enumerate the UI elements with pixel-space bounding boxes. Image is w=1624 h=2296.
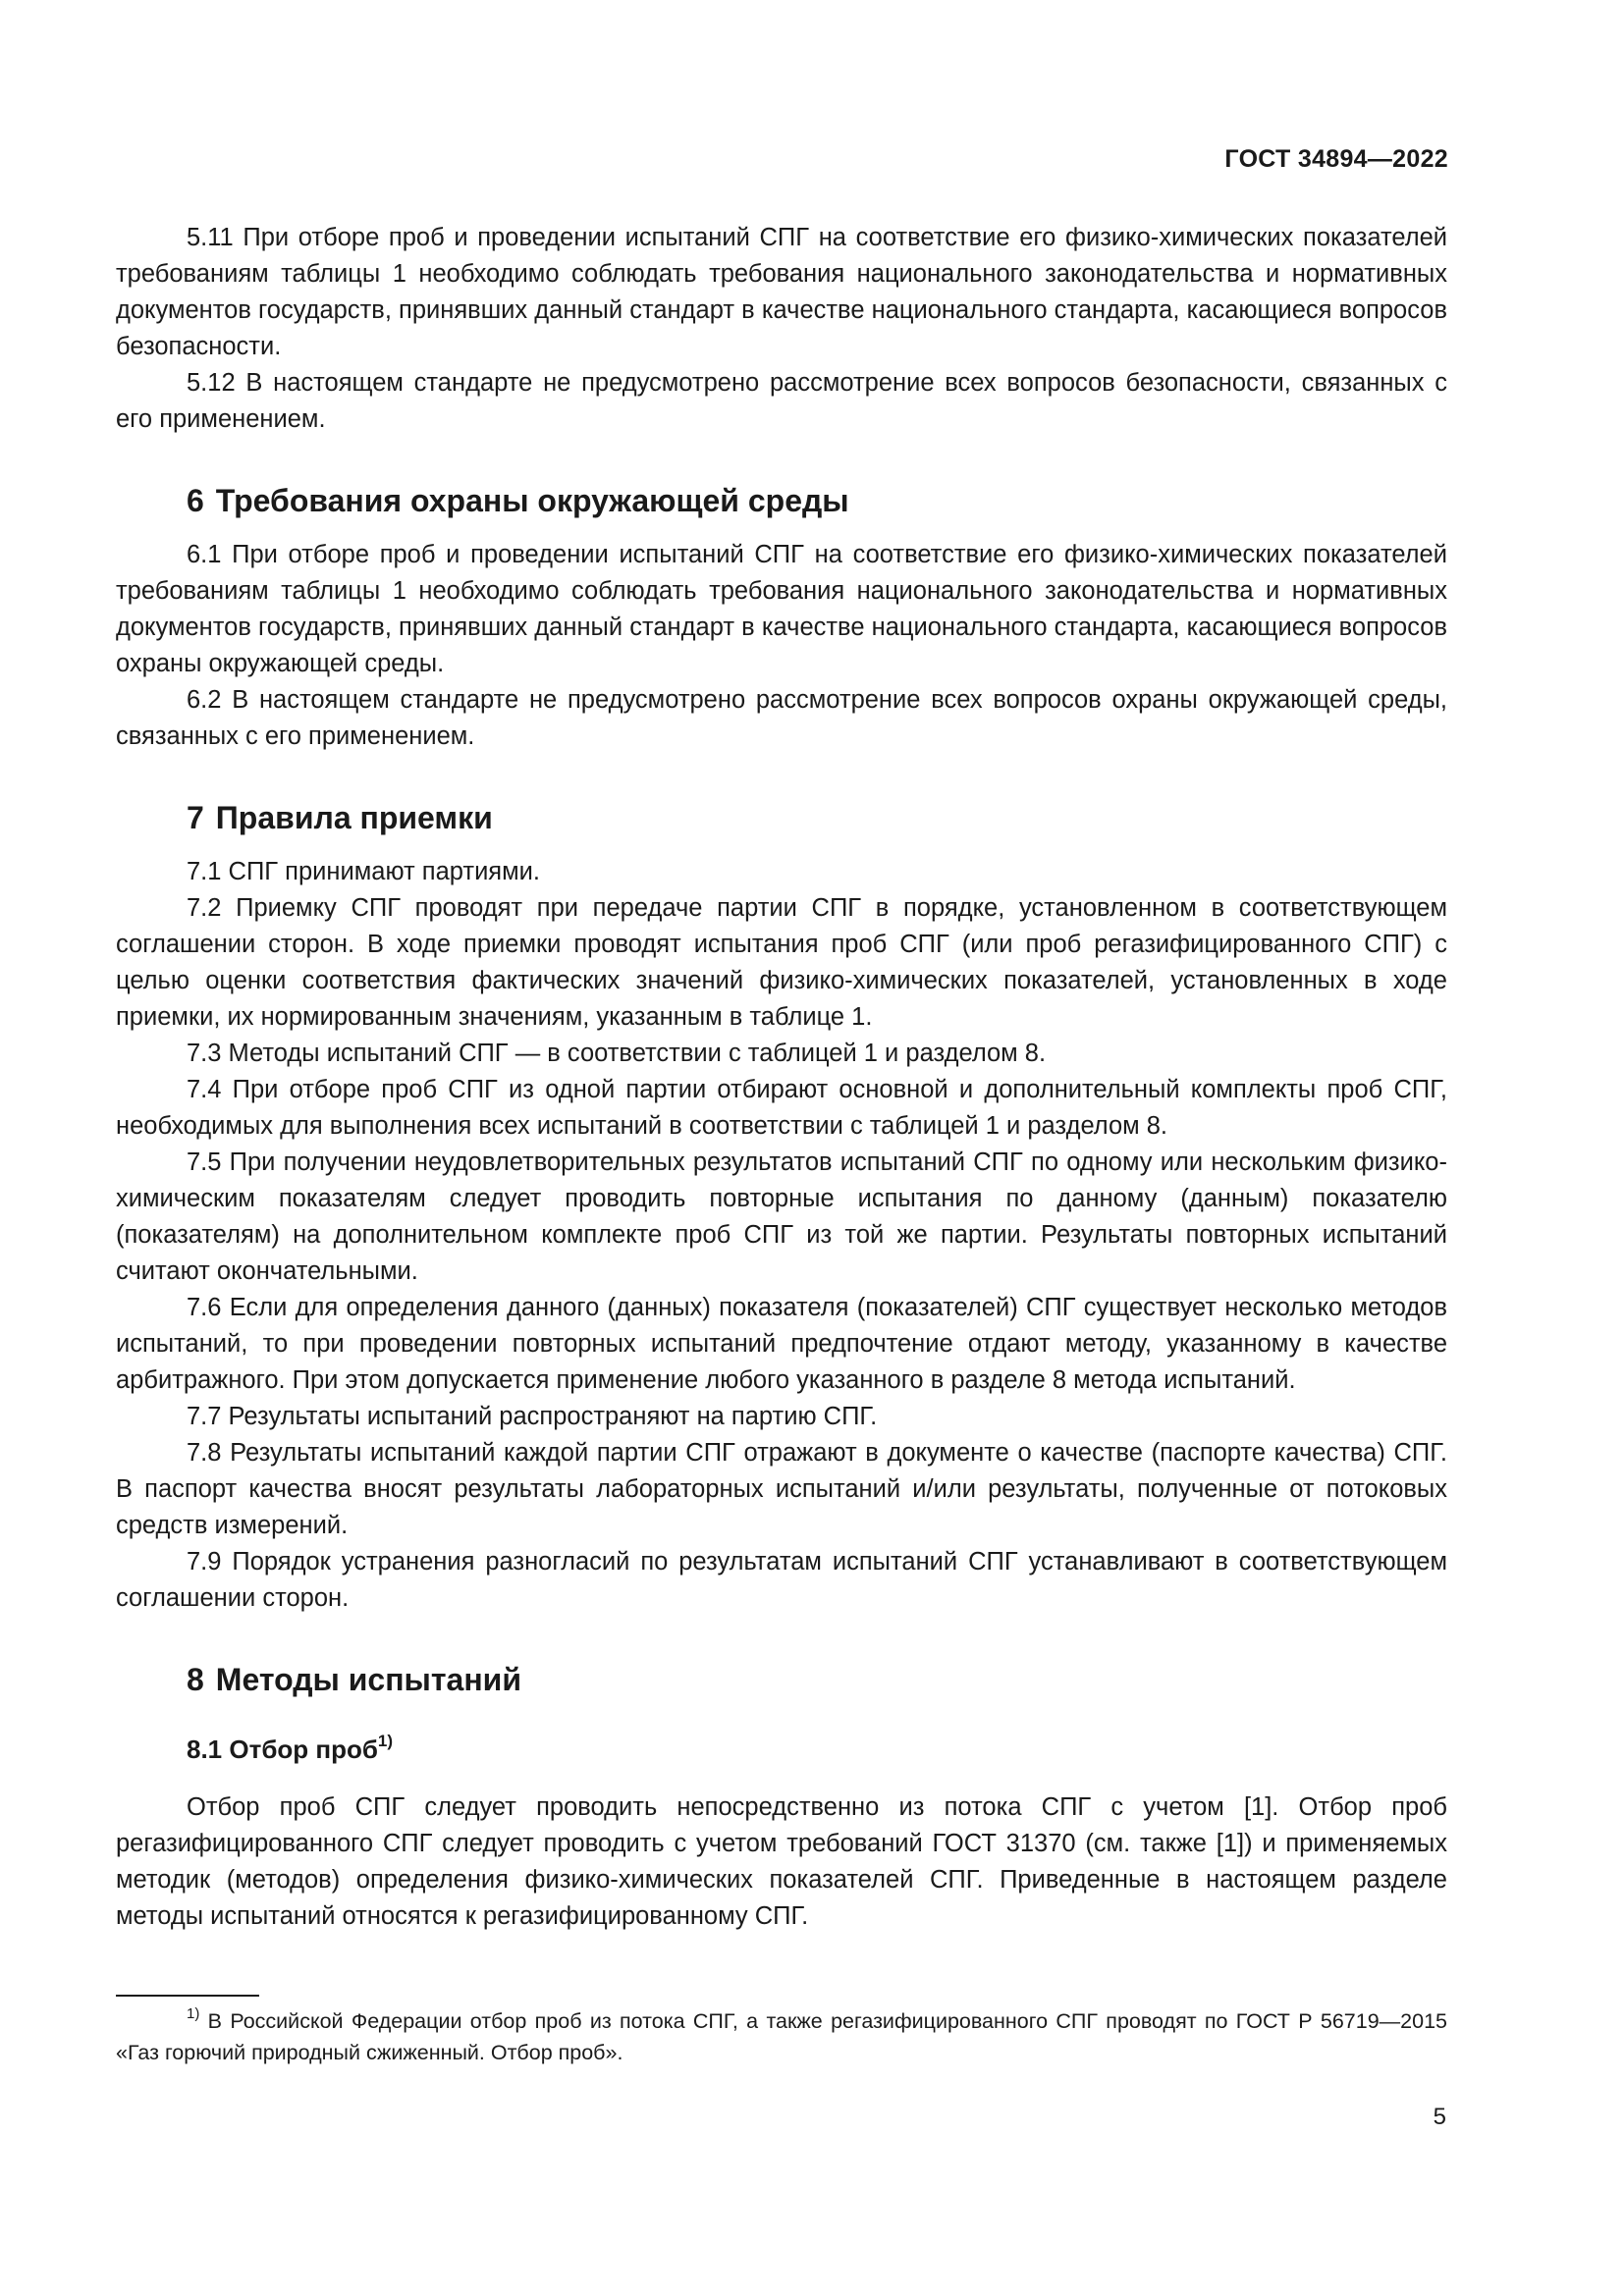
paragraph-6-1: 6.1 При отборе проб и проведении испытаний СПГ на соответствие его физико-химических показателей требованиям таблицы 1 необходимо соблюдать требования национального законодательства и нормативных документов государств, принявших данный стандарт в качестве национального стандарта, касающиеся вопросов охраны окружающей среды.: [116, 541, 1447, 677]
footnote-text: В Российской Федерации отбор проб из потока СПГ, а также регазифицированного СПГ проводят по ГОСТ Р 56719—2015 «Газ горючий природный сжиженный. Отбор проб».: [116, 2009, 1447, 2064]
footnote-divider: [116, 1995, 259, 1997]
paragraph-7-2: 7.2 Приемку СПГ проводят при передаче партии СПГ в порядке, установленном в соответствующем соглашении сторон. В ходе приемки проводят испытания проб СПГ (или проб регазифицированного СПГ) с целью оценки соответствия фактических значений физико-химических показателей, установленных в ходе приемки, их нормированным значениям, указанным в таблице 1.: [116, 894, 1447, 1031]
subsection-8-1-heading: [187, 1732, 1447, 1768]
section-title: Требования охраны окружающей среды: [215, 483, 849, 518]
footnote-reference[interactable]: 1): [377, 1732, 394, 1751]
section-title: Правила приемки: [215, 800, 493, 835]
section-8-heading: [187, 1662, 1447, 1698]
paragraph-7-1: 7.1 СПГ принимают партиями.: [187, 858, 540, 885]
section-number: 7: [187, 800, 204, 835]
section-title: Методы испытаний: [215, 1662, 521, 1697]
section-7-heading: [187, 800, 1447, 836]
section-6-heading: [187, 483, 1447, 519]
subsection-title: 8.1 Отбор проб: [187, 1735, 378, 1764]
page-number: 5: [1433, 2104, 1446, 2130]
standard-header: ГОСТ 34894—2022: [1224, 145, 1448, 173]
paragraph-7-5: 7.5 При получении неудовлетворительных результатов испытаний СПГ по одному или нескольким физико-химическим показателям следует проводить повторные испытания по данному (данным) показателю (показателям) на дополнительном комплекте проб СПГ из той же партии. Результаты повторных испытаний считают окончательными.: [116, 1148, 1447, 1285]
paragraph-5-12: 5.12 В настоящем стандарте не предусмотрено рассмотрение всех вопросов безопасности, связанных с его применением.: [116, 369, 1447, 433]
section-number: 8: [187, 1662, 204, 1697]
paragraph-5-11: 5.11 При отборе проб и проведении испытаний СПГ на соответствие его физико-химических показателей требованиям таблицы 1 необходимо соблюдать требования национального законодательства и нормативных документов государств, принявших данный стандарт в качестве национального стандарта, касающиеся вопросов безопасности.: [116, 224, 1447, 360]
footnote-mark: 1): [187, 2004, 200, 2022]
paragraph-7-9: 7.9 Порядок устранения разногласий по результатам испытаний СПГ устанавливают в соответствующем соглашении сторон.: [116, 1548, 1447, 1612]
footnote: [116, 2005, 1447, 2068]
paragraph-7-4: 7.4 При отборе проб СПГ из одной партии отбирают основной и дополнительный комплекты проб СПГ, необходимых для выполнения всех испытаний в соответствии с таблицей 1 и разделом 8.: [116, 1076, 1447, 1140]
paragraph-7-8: 7.8 Результаты испытаний каждой партии СПГ отражают в документе о качестве (паспорте качества) СПГ. В паспорт качества вносят результаты лабораторных испытаний и/или результаты, полученные от потоковых средств измерений.: [116, 1439, 1447, 1539]
section-number: 6: [187, 483, 204, 518]
body-content: [116, 220, 1447, 1935]
paragraph-7-6: 7.6 Если для определения данного (данных) показателя (показателей) СПГ существует несколько методов испытаний, то при проведении повторных испытаний предпочтение отдают методу, указанному в качестве арбитражного. При этом допускается применение любого указанного в разделе 8 метода испытаний.: [116, 1294, 1447, 1394]
paragraph-7-7: 7.7 Результаты испытаний распространяют на партию СПГ.: [187, 1403, 878, 1430]
paragraph-6-2: 6.2 В настоящем стандарте не предусмотрено рассмотрение всех вопросов охраны окружающей среды, связанных с его применением.: [116, 686, 1447, 750]
paragraph-8-1: Отбор проб СПГ следует проводить непосредственно из потока СПГ с учетом [1]. Отбор проб регазифицированного СПГ следует проводить с учетом требований ГОСТ 31370 (см. также [1]) и применяемых методик (методов) определения физико-химических показателей СПГ. Приведенные в настоящем разделе методы испытаний относятся к регазифицированному СПГ.: [116, 1793, 1447, 1930]
paragraph-7-3: 7.3 Методы испытаний СПГ — в соответствии с таблицей 1 и разделом 8.: [187, 1040, 1047, 1067]
